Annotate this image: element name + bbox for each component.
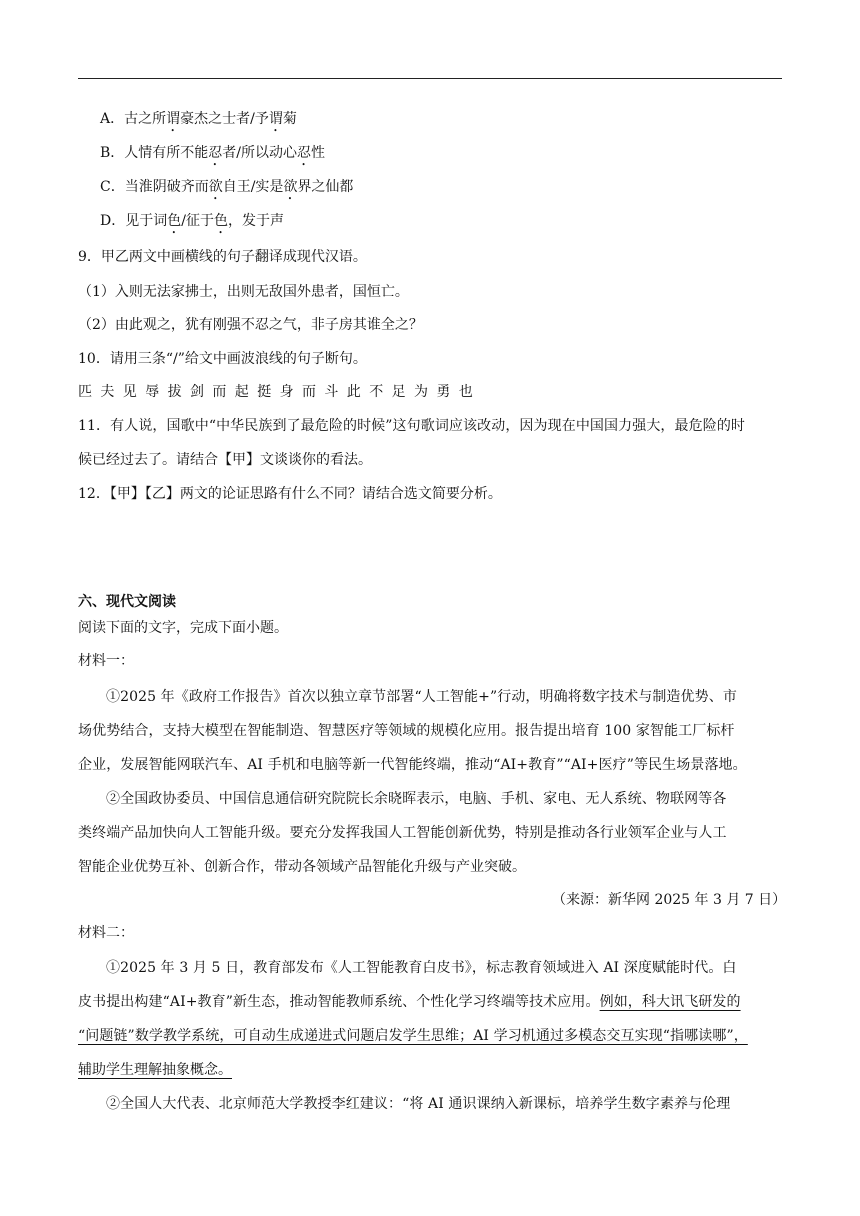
material-2-para-1-line-1: ①2025 年 3 月 5 日，教育部发布《人工智能教育白皮书》，标志教育领域进入 AI 深度赋能时代。白 (106, 960, 737, 976)
question-10: 10．请用三条“/”给文中画波浪线的句子断句。 (78, 351, 367, 367)
question-9-2: （2）由此观之，犹有刚强不忍之气，非子房其谁全之？ (78, 317, 423, 333)
material-1-source: （来源：新华网 2025 年 3 月 7 日） (552, 892, 787, 908)
material-1-label: 材料一： (78, 653, 134, 669)
material-1-para-2-line-3: 智能企业优势互补、创新合作，带动各领域产品智能化升级与产业突破。 (78, 859, 526, 875)
underlined-example: 例如，科大讯飞研发的 (599, 994, 741, 1010)
option-a: A．古之所谓豪杰之士者/予谓菊 (100, 111, 297, 127)
question-11-line-2: 候已经过去了。请结合【甲】文谈谈你的看法。 (78, 452, 372, 468)
question-11-line-1: 11．有人说，国歌中“中华民族到了最危险的时候”这句歌词应该改动，因为现在中国国力强大，最危险的时 (78, 418, 746, 434)
material-2-para-1-line-2: 皮书提出构建“AI+教育”新生态，推动智能教师系统、个性化学习终端等技术应用。例如，科大讯飞研发的 (78, 994, 741, 1010)
option-b: B．人情有所不能忍者/所以动心忍性 (100, 145, 326, 161)
header-rule (78, 78, 782, 79)
option-c: C．当淮阴破齐而欲自王/实是欲界之仙都 (100, 179, 354, 195)
material-1-para-2-line-2: 类终端产品加快向人工智能升级。要充分发挥我国人工智能创新优势，特别是推动各行业领军企业与人工 (78, 825, 727, 841)
option-d: D．见于词色/征于色，发于声 (100, 213, 284, 229)
material-2-para-1-line-3: “问题链”数学教学系统，可自动生成递进式问题启发学生思维；AI 学习机通过多模态交互实现“指哪读哪”， (78, 1028, 748, 1044)
material-1-para-1-line-1: ①2025 年《政府工作报告》首次以独立章节部署“人工智能+”行动，明确将数字技术与制造优势、市 (106, 689, 737, 705)
question-10-sentence: 匹夫见辱拔剑而起挺身而斗此不足为勇也 (78, 384, 482, 400)
material-1-para-2-line-1: ②全国政协委员、中国信息通信研究院院长余晓晖表示，电脑、手机、家电、无人系统、物联网等各 (106, 791, 727, 807)
instruction: 阅读下面的文字，完成下面小题。 (78, 620, 288, 636)
question-9: 9．甲乙两文中画横线的句子翻译成现代汉语。 (78, 249, 367, 265)
question-12: 12．【甲】【乙】两文的论证思路有什么不同？请结合选文简要分析。 (78, 486, 502, 502)
material-2-para-2-line-1: ②全国人大代表、北京师范大学教授李红建议：“将 AI 通识课纳入新课标，培养学生数字素养与伦理 (106, 1096, 731, 1112)
material-1-para-1-line-2: 场优势结合，支持大模型在智能制造、智慧医疗等领域的规模化应用。报告提出培育 100 家智能工厂标杆 (78, 723, 735, 739)
material-2-label: 材料二： (78, 925, 134, 941)
question-9-1: （1）入则无法家拂士，出则无敌国外患者，国恒亡。 (78, 284, 409, 300)
section-title: 六、现代文阅读 (78, 594, 176, 610)
material-2-para-1-line-4: 辅助学生理解抽象概念。 (78, 1062, 232, 1078)
material-1-para-1-line-3: 企业，发展智能网联汽车、AI 手机和电脑等新一代智能终端，推动“AI+教育”“AI+医疗”等民生场景落地。 (78, 757, 747, 773)
